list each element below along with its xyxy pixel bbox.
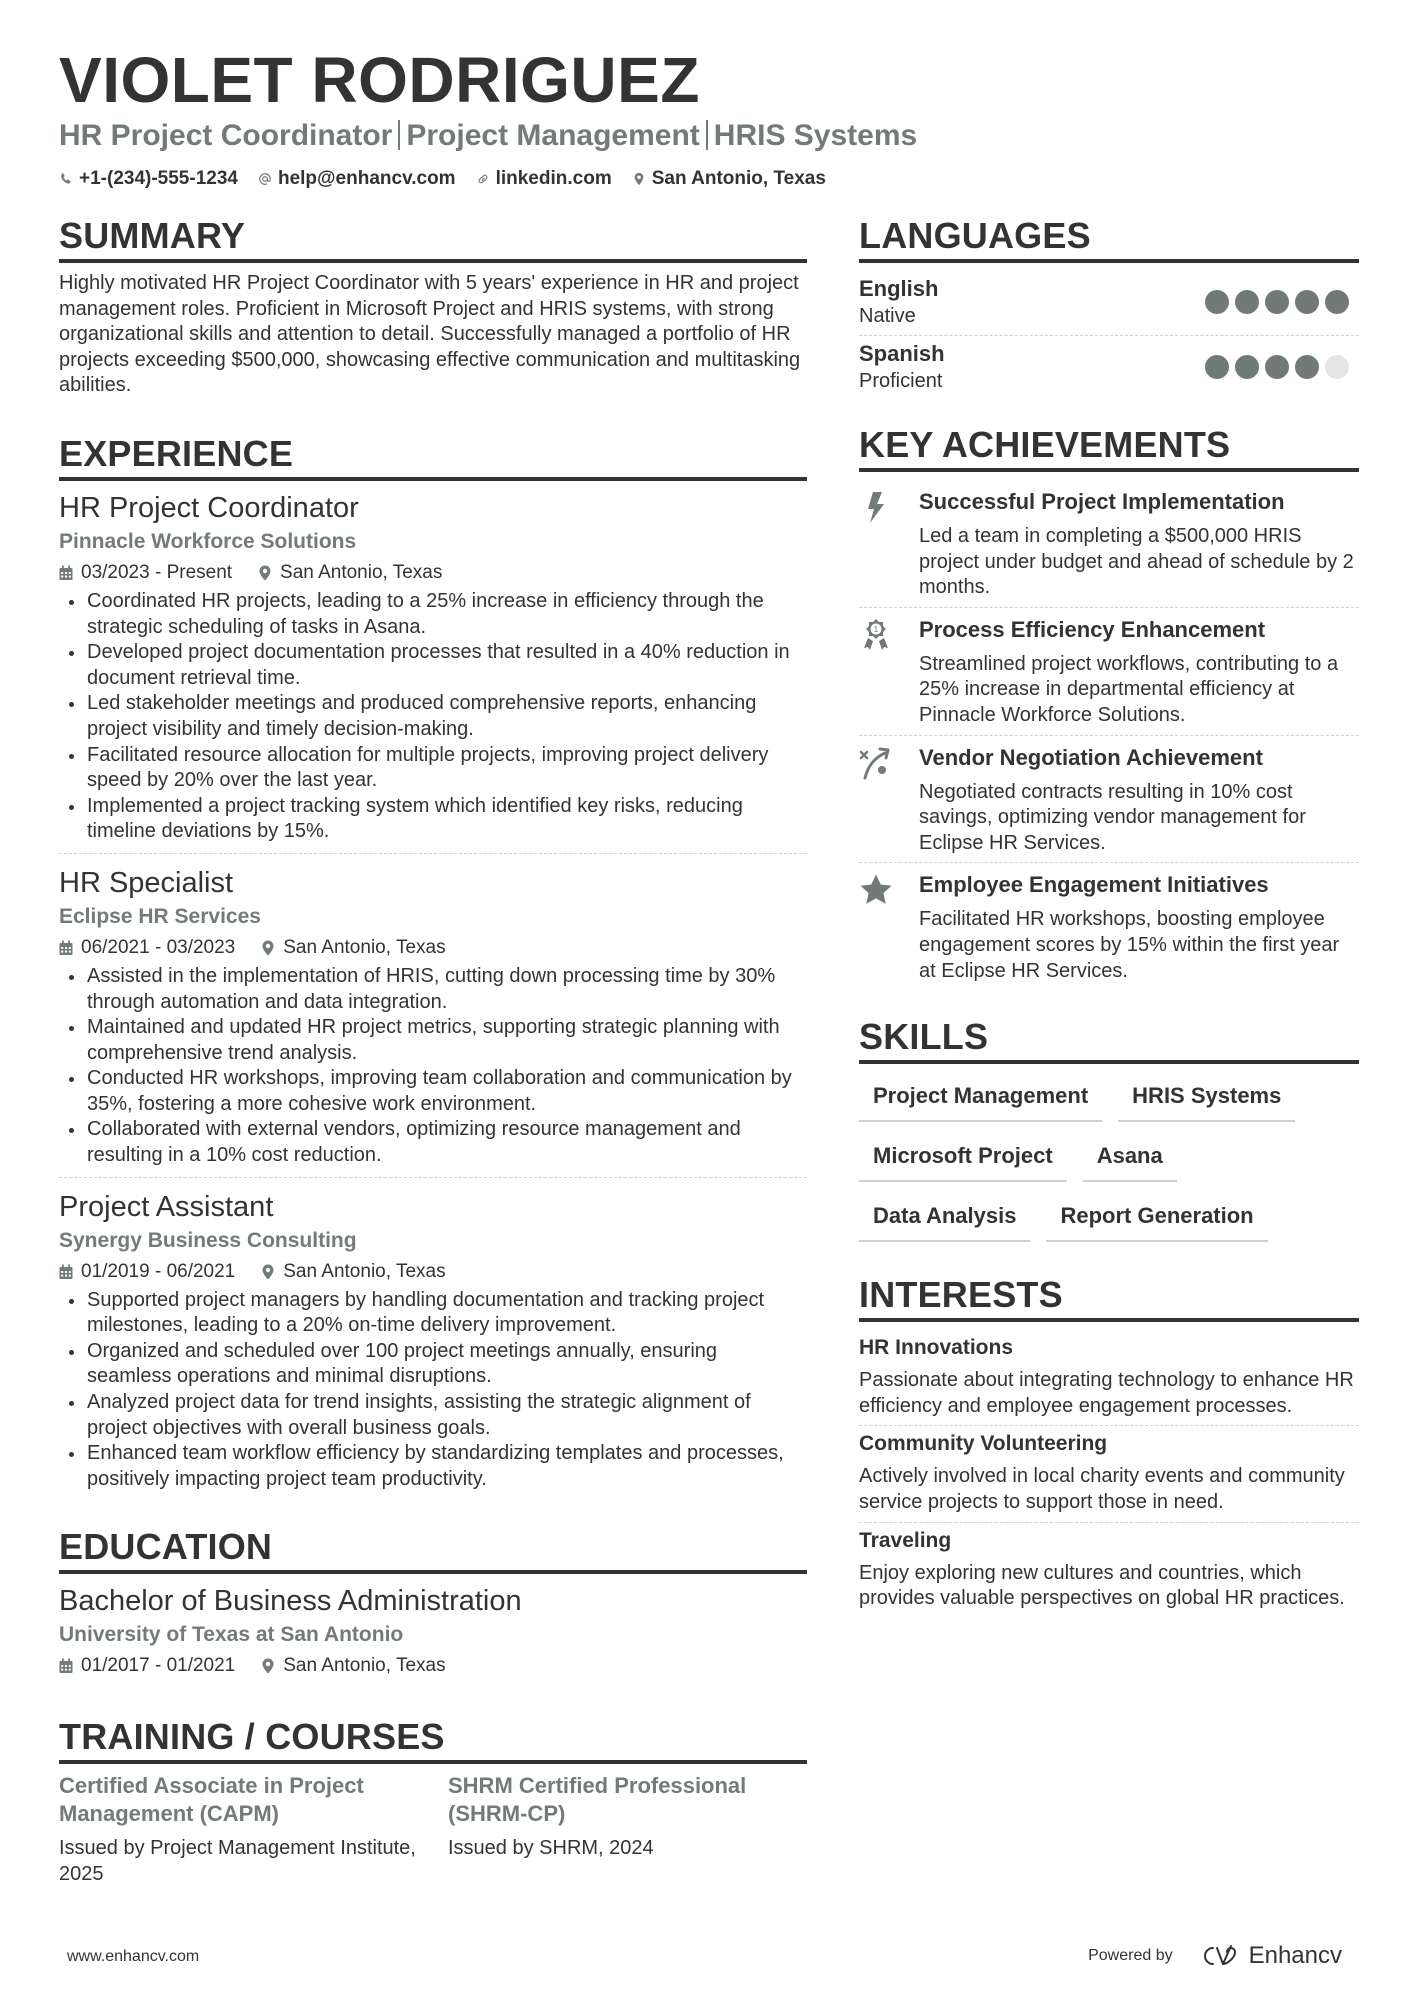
headline-separator	[398, 120, 400, 150]
enhancv-logo-icon	[1197, 1944, 1241, 1968]
contact-linkedin[interactable]	[476, 168, 612, 190]
calendar-icon	[59, 940, 73, 956]
contact-email[interactable]	[258, 168, 456, 190]
education-location-text: San Antonio, Texas	[283, 1655, 446, 1677]
language-name: English	[859, 276, 939, 301]
course-item	[448, 1772, 807, 1887]
footer-url-link[interactable]: www.enhancv.com	[67, 1948, 200, 1965]
headline-separator	[706, 120, 708, 150]
at-icon	[258, 172, 272, 186]
language-rating	[1205, 355, 1349, 379]
section-title: KEY ACHIEVEMENTS	[859, 424, 1359, 472]
contact-phone[interactable]	[59, 168, 238, 190]
rating-dot-filled	[1295, 290, 1319, 314]
link-icon	[476, 172, 490, 186]
job-location-text: San Antonio, Texas	[283, 936, 446, 958]
rating-dot-filled	[1295, 355, 1319, 379]
languages-section	[859, 215, 1359, 400]
skill-tag: Data Analysis	[859, 1198, 1030, 1242]
language-rating	[1205, 290, 1349, 314]
job-location-text: San Antonio, Texas	[280, 561, 443, 583]
enhancv-brand-text: Enhancv	[1248, 1942, 1342, 1969]
job-meta	[59, 559, 807, 587]
rating-dot-filled	[1205, 290, 1229, 314]
job-entry	[59, 864, 807, 1178]
course-title: SHRM Certified Professional (SHRM-CP)	[448, 1773, 747, 1827]
interests-section	[859, 1274, 1359, 1618]
bullet-item: Collaborated with external vendors, optimizing resource management and resulting in a 10% cost reduction.	[59, 1117, 807, 1168]
education-degree: Bachelor of Business Administration	[59, 1585, 522, 1618]
skill-tag: Microsoft Project	[859, 1138, 1067, 1182]
rating-dot-filled	[1325, 290, 1349, 314]
job-location-text: San Antonio, Texas	[283, 1260, 446, 1282]
skill-tag: HRIS Systems	[1118, 1078, 1295, 1122]
course-issuer: Issued by SHRM, 2024	[448, 1837, 654, 1860]
language-level: Native	[859, 305, 916, 327]
job-bullets	[59, 1288, 807, 1493]
job-dates-text: 03/2023 - Present	[81, 561, 233, 583]
contact-row	[59, 168, 1359, 190]
svg-text:1: 1	[873, 624, 879, 634]
language-level: Proficient	[859, 370, 943, 392]
education-section	[59, 1526, 807, 1680]
location-pin-icon	[258, 565, 272, 581]
bullet-item: Facilitated resource allocation for multiple projects, improving project delivery speed by 20% over the last year.	[59, 743, 807, 794]
language-name: Spanish	[859, 341, 945, 366]
job-location	[261, 1258, 445, 1286]
bullet-item: Developed project documentation processes that resulted in a 40% reduction in document retrieval time.	[59, 640, 807, 691]
interest-desc: Actively involved in local charity events and community service projects to support those in need.	[859, 1465, 1345, 1513]
job-company: Pinnacle Workforce Solutions	[59, 529, 357, 553]
phone-text: +1-(234)-555-1234	[79, 168, 238, 189]
location-pin-icon	[632, 172, 646, 186]
job-entry	[59, 1188, 807, 1501]
bullet-item: Analyzed project data for trend insights, assisting the strategic alignment of project objectives with overall business goals.	[59, 1390, 807, 1441]
education-dates-text: 01/2017 - 01/2021	[81, 1655, 236, 1677]
strategy-arrow-icon	[859, 746, 893, 780]
calendar-icon	[59, 1658, 73, 1674]
job-meta	[59, 934, 807, 962]
job-location	[261, 934, 445, 962]
powered-by-label: Powered by	[1088, 1947, 1173, 1964]
skill-tag: Project Management	[859, 1078, 1102, 1122]
job-title: Project Assistant	[59, 1190, 274, 1223]
job-meta	[59, 1258, 807, 1286]
bullet-item: Led stakeholder meetings and produced comprehensive reports, enhancing project visibility and timely decision-making.	[59, 691, 807, 742]
section-title: SUMMARY	[59, 215, 807, 263]
job-title: HR Specialist	[59, 866, 234, 899]
interest-desc: Enjoy exploring new cultures and countries, which provides valuable perspectives on global HR practices.	[859, 1561, 1345, 1610]
bullet-item: Maintained and updated HR project metrics, supporting strategic planning with comprehensive trend analysis.	[59, 1015, 807, 1066]
section-title: INTERESTS	[859, 1274, 1359, 1322]
rating-dot-filled	[1235, 290, 1259, 314]
job-location	[258, 559, 442, 587]
location-pin-icon	[261, 1658, 275, 1674]
training-section	[59, 1716, 807, 1887]
section-title: LANGUAGES	[859, 215, 1359, 263]
achievement-item	[859, 480, 1359, 608]
contact-location	[632, 168, 826, 190]
skill-tag: Asana	[1083, 1138, 1177, 1182]
bullet-item: Organized and scheduled over 100 project meetings annually, ensuring seamless operations and minimal disruptions.	[59, 1339, 807, 1390]
job-dates	[59, 1258, 235, 1286]
achievement-title: Employee Engagement Initiatives	[919, 872, 1269, 898]
achievement-title: Process Efficiency Enhancement	[919, 616, 1266, 642]
education-school: University of Texas at San Antonio	[59, 1623, 404, 1647]
interest-desc: Passionate about integrating technology to enhance HR efficiency and employee engagement processes.	[859, 1369, 1354, 1417]
achievement-item	[859, 736, 1359, 864]
star-icon	[859, 873, 893, 907]
bullet-item: Coordinated HR projects, leading to a 25% increase in efficiency through the strategic scheduling of tasks in Asana.	[59, 589, 807, 640]
job-title: HR Project Coordinator	[59, 491, 359, 524]
email-text: help@enhancv.com	[277, 168, 456, 189]
interest-title: Traveling	[859, 1528, 952, 1552]
enhancv-logo[interactable]	[1197, 1942, 1342, 1970]
calendar-icon	[59, 1264, 73, 1280]
calendar-icon	[59, 565, 73, 581]
bullet-item: Enhanced team workflow efficiency by standardizing templates and processes, positively impacting project team productivity.	[59, 1441, 807, 1492]
achievements-section	[859, 424, 1359, 990]
rating-dot-filled	[1265, 355, 1289, 379]
education-dates	[59, 1652, 235, 1680]
courses-grid	[59, 1772, 807, 1887]
job-entry	[59, 489, 807, 854]
headline-part: HR Project Coordinator	[59, 119, 393, 152]
interest-item	[859, 1523, 1359, 1618]
achievement-desc: Streamlined project workflows, contributing to a 25% increase in departmental efficiency at Pinnacle Workforce Solutions.	[919, 652, 1339, 726]
section-title: SKILLS	[859, 1016, 1359, 1064]
job-dates	[59, 934, 235, 962]
course-title: Certified Associate in Project Management (CAPM)	[59, 1773, 364, 1827]
course-item	[59, 1772, 418, 1887]
section-title: TRAINING / COURSES	[59, 1716, 807, 1764]
skill-tag: Report Generation	[1046, 1198, 1267, 1242]
candidate-name: VIOLET RODRIGUEZ	[59, 44, 700, 116]
interest-title: HR Innovations	[859, 1336, 1014, 1360]
job-bullets	[59, 964, 807, 1169]
candidate-headline	[59, 116, 1359, 156]
section-title: EDUCATION	[59, 1526, 807, 1574]
job-company: Eclipse HR Services	[59, 904, 261, 928]
achievement-title: Vendor Negotiation Achievement	[919, 744, 1263, 770]
language-item	[859, 336, 1359, 400]
job-dates	[59, 559, 232, 587]
summary-section	[59, 215, 807, 399]
achievement-desc: Negotiated contracts resulting in 10% cost savings, optimizing vendor management for Eclipse HR Services.	[919, 780, 1306, 854]
phone-icon	[59, 172, 73, 186]
linkedin-text: linkedin.com	[495, 168, 612, 189]
course-issuer: Issued by Project Management Institute, 2025	[59, 1837, 416, 1885]
summary-text: Highly motivated HR Project Coordinator with 5 years' experience in HR and project management roles. Proficient in Microsoft Project and HRIS systems, with strong organizational skills and attention to detail. Successfully managed a portfolio of HR projects exceeding $500,000, showcasing effective communication and multitasking abilities.	[59, 272, 801, 397]
powered-by	[1088, 1942, 1342, 1970]
interest-item	[859, 1426, 1359, 1522]
achievement-item	[859, 863, 1359, 990]
footer	[0, 1938, 1410, 1978]
rating-dot-filled	[1205, 355, 1229, 379]
location-text: San Antonio, Texas	[651, 168, 826, 189]
job-bullets	[59, 589, 807, 845]
job-dates-text: 01/2019 - 06/2021	[81, 1260, 236, 1282]
section-title: EXPERIENCE	[59, 433, 807, 481]
headline-part: Project Management	[406, 119, 700, 152]
skills-section	[859, 1016, 1359, 1242]
resume-header	[59, 44, 1359, 190]
job-company: Synergy Business Consulting	[59, 1228, 357, 1252]
education-location	[261, 1652, 445, 1680]
language-item	[859, 271, 1359, 336]
bullet-item: Implemented a project tracking system which identified key risks, reducing timeline deviations by 15%.	[59, 794, 807, 845]
interest-title: Community Volunteering	[859, 1432, 1108, 1456]
right-column	[859, 215, 1359, 1638]
experience-section	[59, 433, 807, 1500]
language-info	[859, 340, 945, 394]
interest-item	[859, 1330, 1359, 1426]
bullet-item: Assisted in the implementation of HRIS, cutting down processing time by 30% through automation and data integration.	[59, 964, 807, 1015]
language-info	[859, 275, 938, 329]
skills-list	[859, 1072, 1359, 1242]
achievement-item	[859, 608, 1359, 736]
bullet-item: Conducted HR workshops, improving team collaboration and communication by 35%, fostering a more cohesive work environment.	[59, 1066, 807, 1117]
achievement-desc: Facilitated HR workshops, boosting employee engagement scores by 15% within the first year at Eclipse HR Services.	[919, 908, 1340, 982]
education-meta	[59, 1652, 807, 1680]
award-medal-icon	[859, 618, 893, 652]
left-column	[59, 215, 807, 1908]
headline-part: HRIS Systems	[713, 119, 918, 152]
bullet-item: Supported project managers by handling documentation and tracking project milestones, leading to a 20% on-time delivery improvement.	[59, 1288, 807, 1339]
achievement-desc: Led a team in completing a $500,000 HRIS project under budget and ahead of schedule by 2 months.	[919, 525, 1354, 599]
location-pin-icon	[261, 940, 275, 956]
rating-dot-filled	[1235, 355, 1259, 379]
location-pin-icon	[261, 1264, 275, 1280]
job-dates-text: 06/2021 - 03/2023	[81, 936, 236, 958]
lightning-bolt-icon	[859, 490, 893, 524]
rating-dot-empty	[1325, 355, 1349, 379]
rating-dot-filled	[1265, 290, 1289, 314]
achievement-title: Successful Project Implementation	[919, 489, 1285, 514]
